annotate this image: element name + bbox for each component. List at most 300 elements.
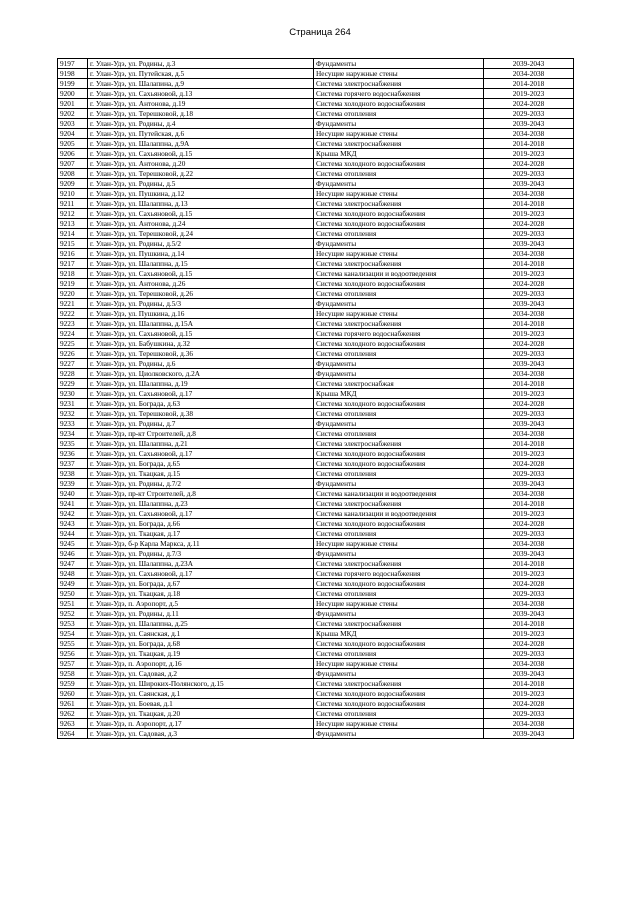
work-type-cell: Фундаменты: [314, 239, 484, 249]
table-row: [58, 429, 574, 439]
row-number: 9261: [58, 699, 88, 709]
table-row: [58, 719, 574, 729]
table-row: [58, 59, 574, 69]
table-row: [58, 679, 574, 689]
work-type-cell: Система холодного водоснабжения: [314, 699, 484, 709]
work-type-cell: Система электроснабжения: [314, 619, 484, 629]
table-row: [58, 149, 574, 159]
address-cell: г. Улан-Удэ, ул. Терешковой, д.22: [88, 169, 314, 179]
work-type-cell: Фундаменты: [314, 369, 484, 379]
period-cell: 2039-2043: [484, 359, 574, 369]
address-cell: г. Улан-Удэ, ул. Родины, д.6: [88, 359, 314, 369]
address-cell: г. Улан-Удэ, ул. Сахьяновой, д.15: [88, 269, 314, 279]
row-number: 9260: [58, 689, 88, 699]
table-row: [58, 669, 574, 679]
table-row: [58, 689, 574, 699]
period-cell: 2024-2028: [484, 579, 574, 589]
table-row: [58, 319, 574, 329]
period-cell: 2039-2043: [484, 179, 574, 189]
row-number: 9248: [58, 569, 88, 579]
row-number: 9197: [58, 59, 88, 69]
work-type-cell: Система отопления: [314, 169, 484, 179]
table-row: [58, 509, 574, 519]
address-cell: г. Улан-Удэ, ул. Родины, д.7/3: [88, 549, 314, 559]
table-row: [58, 349, 574, 359]
address-cell: г. Улан-Удэ, ул. Широких-Полянского, д.15: [88, 679, 314, 689]
address-cell: г. Улан-Удэ, ул. Саянская, д.1: [88, 629, 314, 639]
table-row: [58, 279, 574, 289]
period-cell: 2024-2028: [484, 99, 574, 109]
row-number: 9233: [58, 419, 88, 429]
page-title: Страница 264: [289, 27, 351, 38]
period-cell: 2039-2043: [484, 239, 574, 249]
table-row: [58, 469, 574, 479]
row-number: 9245: [58, 539, 88, 549]
table-row: [58, 379, 574, 389]
table-row: [58, 339, 574, 349]
address-cell: г. Улан-Удэ, ул. Сахьяновой, д.17: [88, 449, 314, 459]
row-number: 9201: [58, 99, 88, 109]
work-type-cell: Система электроснабжения: [314, 319, 484, 329]
address-cell: г. Улан-Удэ, ул. Ткацкая, д.20: [88, 709, 314, 719]
work-type-cell: Несущие наружные стены: [314, 189, 484, 199]
address-cell: г. Улан-Удэ, ул. Шалаппна, д.21: [88, 439, 314, 449]
address-cell: г. Улан-Удэ, ул. Циолковского, д.2А: [88, 369, 314, 379]
row-number: 9258: [58, 669, 88, 679]
address-cell: г. Улан-Удэ, ул. Шалаппна, д.9А: [88, 139, 314, 149]
row-number: 9256: [58, 649, 88, 659]
row-number: 9221: [58, 299, 88, 309]
row-number: 9208: [58, 169, 88, 179]
work-type-cell: Система электроснабжения: [314, 439, 484, 449]
period-cell: 2039-2043: [484, 549, 574, 559]
row-number: 9213: [58, 219, 88, 229]
address-cell: г. Улан-Удэ, ул. Путейская, д.6: [88, 129, 314, 139]
period-cell: 2019-2023: [484, 449, 574, 459]
address-cell: г. Улан-Удэ, ул. Ткацкая, д.15: [88, 469, 314, 479]
table-row: [58, 399, 574, 409]
work-type-cell: Система холодного водоснабжения: [314, 449, 484, 459]
table-row: [58, 209, 574, 219]
table-row: [58, 69, 574, 79]
period-cell: 2019-2023: [484, 569, 574, 579]
address-cell: г. Улан-Удэ, ул. Терешковой, д.38: [88, 409, 314, 419]
work-type-cell: Система холодного водоснабжения: [314, 689, 484, 699]
row-number: 9219: [58, 279, 88, 289]
period-cell: 2024-2028: [484, 519, 574, 529]
table-row: [58, 259, 574, 269]
work-type-cell: Крыша МКД: [314, 629, 484, 639]
table-row: [58, 599, 574, 609]
work-type-cell: Фундаменты: [314, 419, 484, 429]
work-type-cell: Фундаменты: [314, 299, 484, 309]
period-cell: 2019-2023: [484, 149, 574, 159]
address-cell: г. Улан-Удэ, ул. Ткацкая, д.18: [88, 589, 314, 599]
period-cell: 2039-2043: [484, 59, 574, 69]
work-type-cell: Несущие наружные стены: [314, 719, 484, 729]
period-cell: 2024-2028: [484, 339, 574, 349]
address-cell: г. Улан-Удэ, ул. Родины, д.7: [88, 419, 314, 429]
row-number: 9225: [58, 339, 88, 349]
work-type-cell: Система холодного водоснабжения: [314, 519, 484, 529]
work-type-cell: Система электроснабжая: [314, 379, 484, 389]
work-type-cell: Несущие наружные стены: [314, 599, 484, 609]
table-row: [58, 629, 574, 639]
row-number: 9249: [58, 579, 88, 589]
table-row: [58, 189, 574, 199]
address-cell: г. Улан-Удэ, ул. Антонова, д.26: [88, 279, 314, 289]
row-number: 9264: [58, 729, 88, 739]
table-row: [58, 519, 574, 529]
table-row: [58, 409, 574, 419]
row-number: 9257: [58, 659, 88, 669]
row-number: 9211: [58, 199, 88, 209]
address-cell: г. Улан-Удэ, ул. Терешковой, д.36: [88, 349, 314, 359]
row-number: 9228: [58, 369, 88, 379]
row-number: 9214: [58, 229, 88, 239]
work-type-cell: Система электроснабжения: [314, 199, 484, 209]
period-cell: 2034-2038: [484, 189, 574, 199]
table-row: [58, 549, 574, 559]
row-number: 9216: [58, 249, 88, 259]
row-number: 9251: [58, 599, 88, 609]
address-cell: г. Улан-Удэ, п. Аэропорт, д.16: [88, 659, 314, 669]
work-type-cell: Система отопления: [314, 229, 484, 239]
period-cell: 2039-2043: [484, 669, 574, 679]
row-number: 9212: [58, 209, 88, 219]
table-row: [58, 659, 574, 669]
row-number: 9204: [58, 129, 88, 139]
table-row: [58, 369, 574, 379]
address-cell: г. Улан-Удэ, ул. Родины, д.5: [88, 179, 314, 189]
period-cell: 2014-2018: [484, 439, 574, 449]
period-cell: 2039-2043: [484, 299, 574, 309]
period-cell: 2029-2033: [484, 589, 574, 599]
table-row: [58, 239, 574, 249]
row-number: 9223: [58, 319, 88, 329]
work-type-cell: Система электроснабжения: [314, 259, 484, 269]
period-cell: 2034-2038: [484, 249, 574, 259]
work-type-cell: Система электроснабжения: [314, 79, 484, 89]
address-cell: г. Улан-Удэ, ул. Боевая, д.1: [88, 699, 314, 709]
row-number: 9220: [58, 289, 88, 299]
row-number: 9255: [58, 639, 88, 649]
address-cell: г. Улан-Удэ, ул. Сахьяновой, д.13: [88, 89, 314, 99]
period-cell: 2034-2038: [484, 599, 574, 609]
work-type-cell: Система холодного водоснабжения: [314, 639, 484, 649]
table-row: [58, 699, 574, 709]
row-number: 9259: [58, 679, 88, 689]
address-cell: г. Улан-Удэ, ул. Путейская, д.5: [88, 69, 314, 79]
table-row: [58, 329, 574, 339]
row-number: 9230: [58, 389, 88, 399]
row-number: 9262: [58, 709, 88, 719]
row-number: 9199: [58, 79, 88, 89]
period-cell: 2019-2023: [484, 389, 574, 399]
work-type-cell: Фундаменты: [314, 119, 484, 129]
period-cell: 2014-2018: [484, 319, 574, 329]
work-type-cell: Система холодного водоснабжения: [314, 459, 484, 469]
row-number: 9254: [58, 629, 88, 639]
row-number: 9252: [58, 609, 88, 619]
address-cell: г. Улан-Удэ, ул. Бабушкина, д.32: [88, 339, 314, 349]
period-cell: 2029-2033: [484, 109, 574, 119]
row-number: 9263: [58, 719, 88, 729]
table-row: [58, 169, 574, 179]
table-row: [58, 139, 574, 149]
row-number: 9246: [58, 549, 88, 559]
period-cell: 2019-2023: [484, 689, 574, 699]
table-row: [58, 109, 574, 119]
work-type-cell: Система холодного водоснабжения: [314, 219, 484, 229]
address-cell: г. Улан-Удэ, ул. Сахьяновой, д.15: [88, 329, 314, 339]
row-number: 9239: [58, 479, 88, 489]
row-number: 9226: [58, 349, 88, 359]
period-cell: 2034-2038: [484, 369, 574, 379]
period-cell: 2034-2038: [484, 659, 574, 669]
period-cell: 2014-2018: [484, 379, 574, 389]
work-type-cell: Крыша МКД: [314, 149, 484, 159]
period-cell: 2029-2033: [484, 709, 574, 719]
address-cell: г. Улан-Удэ, ул. Родины, д.5/3: [88, 299, 314, 309]
table-row: [58, 419, 574, 429]
address-cell: г. Улан-Удэ, б-р Карла Маркса, д.11: [88, 539, 314, 549]
address-cell: г. Улан-Удэ, ул. Пушкина, д.14: [88, 249, 314, 259]
work-type-cell: Фундаменты: [314, 609, 484, 619]
period-cell: 2029-2033: [484, 289, 574, 299]
address-cell: г. Улан-Удэ, ул. Антонова, д.24: [88, 219, 314, 229]
work-type-cell: Система отопления: [314, 429, 484, 439]
address-cell: г. Улан-Удэ, ул. Сахьяновой, д.17: [88, 509, 314, 519]
row-number: 9207: [58, 159, 88, 169]
row-number: 9209: [58, 179, 88, 189]
period-cell: 2024-2028: [484, 399, 574, 409]
address-cell: г. Улан-Удэ, ул. Ткацкая, д.19: [88, 649, 314, 659]
work-type-cell: Несущие наружные стены: [314, 659, 484, 669]
work-type-cell: Фундаменты: [314, 729, 484, 739]
row-number: 9198: [58, 69, 88, 79]
table-row: [58, 639, 574, 649]
row-number: 9203: [58, 119, 88, 129]
row-number: 9215: [58, 239, 88, 249]
table-row: [58, 119, 574, 129]
table-row: [58, 89, 574, 99]
table-row: [58, 359, 574, 369]
row-number: 9218: [58, 269, 88, 279]
address-cell: г. Улан-Удэ, ул. Садовая, д.2: [88, 669, 314, 679]
address-cell: г. Улан-Удэ, ул. Бограда, д.68: [88, 639, 314, 649]
work-type-cell: Система канализации и водоотведения: [314, 509, 484, 519]
period-cell: 2024-2028: [484, 639, 574, 649]
row-number: 9241: [58, 499, 88, 509]
period-cell: 2019-2023: [484, 509, 574, 519]
address-cell: г. Улан-Удэ, пр-кт Строителей, д.8: [88, 429, 314, 439]
work-type-cell: Несущие наружные стены: [314, 129, 484, 139]
table-row: [58, 449, 574, 459]
work-type-cell: Система отопления: [314, 529, 484, 539]
period-cell: 2034-2038: [484, 719, 574, 729]
work-type-cell: Система отопления: [314, 589, 484, 599]
row-number: 9224: [58, 329, 88, 339]
work-type-cell: Фундаменты: [314, 479, 484, 489]
register-table: [57, 58, 574, 739]
work-type-cell: Система отопления: [314, 469, 484, 479]
table-row: [58, 309, 574, 319]
address-cell: г. Улан-Удэ, ул. Шалаппна, д.25: [88, 619, 314, 629]
row-number: 9222: [58, 309, 88, 319]
address-cell: г. Улан-Удэ, ул. Саянская, д.1: [88, 689, 314, 699]
address-cell: г. Улан-Удэ, ул. Родины, д.5/2: [88, 239, 314, 249]
table-row: [58, 459, 574, 469]
period-cell: 2024-2028: [484, 159, 574, 169]
work-type-cell: Фундаменты: [314, 179, 484, 189]
work-type-cell: Фундаменты: [314, 359, 484, 369]
work-type-cell: Система горячего водоснабжения: [314, 329, 484, 339]
work-type-cell: Система электроснабжения: [314, 679, 484, 689]
period-cell: 2029-2033: [484, 229, 574, 239]
period-cell: 2019-2023: [484, 629, 574, 639]
table-row: [58, 619, 574, 629]
address-cell: г. Улан-Удэ, ул. Ткацкая, д.17: [88, 529, 314, 539]
table-row: [58, 229, 574, 239]
work-type-cell: Система канализации и водоотведения: [314, 489, 484, 499]
address-cell: г. Улан-Удэ, ул. Шалаппна, д.13: [88, 199, 314, 209]
period-cell: 2014-2018: [484, 679, 574, 689]
address-cell: г. Улан-Удэ, ул. Шалаппна, д.23: [88, 499, 314, 509]
row-number: 9240: [58, 489, 88, 499]
address-cell: г. Улан-Удэ, ул. Шалаппна, д.15А: [88, 319, 314, 329]
period-cell: 2034-2038: [484, 489, 574, 499]
address-cell: г. Улан-Удэ, пр-кт Строителей, д.8: [88, 489, 314, 499]
row-number: 9202: [58, 109, 88, 119]
address-cell: г. Улан-Удэ, ул. Пушкина, д.12: [88, 189, 314, 199]
period-cell: 2014-2018: [484, 559, 574, 569]
address-cell: г. Улан-Удэ, ул. Сахьяновой, д.15: [88, 209, 314, 219]
work-type-cell: Система холодного водоснабжения: [314, 579, 484, 589]
address-cell: г. Улан-Удэ, ул. Бограда, д.67: [88, 579, 314, 589]
table-row: [58, 99, 574, 109]
table-row: [58, 529, 574, 539]
period-cell: 2024-2028: [484, 279, 574, 289]
row-number: 9231: [58, 399, 88, 409]
work-type-cell: Система холодного водоснабжения: [314, 159, 484, 169]
work-type-cell: Система горячего водоснабжения: [314, 89, 484, 99]
address-cell: г. Улан-Удэ, ул. Шалапина, д.9: [88, 79, 314, 89]
work-type-cell: Система отопления: [314, 349, 484, 359]
table-row: [58, 479, 574, 489]
period-cell: 2029-2033: [484, 169, 574, 179]
table-row: [58, 709, 574, 719]
work-type-cell: Фундаменты: [314, 549, 484, 559]
work-type-cell: Несущие наружные стены: [314, 309, 484, 319]
table-row: [58, 499, 574, 509]
work-type-cell: Система отопления: [314, 109, 484, 119]
work-type-cell: Система холодного водоснабжения: [314, 99, 484, 109]
address-cell: г. Улан-Удэ, ул. Сахьяновой, д.17: [88, 569, 314, 579]
address-cell: г. Улан-Удэ, ул. Терешковой, д.18: [88, 109, 314, 119]
table-row: [58, 589, 574, 599]
address-cell: г. Улан-Удэ, ул. Шалаппна, д.15: [88, 259, 314, 269]
period-cell: 2029-2033: [484, 649, 574, 659]
row-number: 9253: [58, 619, 88, 629]
work-type-cell: Система горячего водоснабжения: [314, 569, 484, 579]
work-type-cell: Система электроснабжения: [314, 139, 484, 149]
period-cell: 2014-2018: [484, 79, 574, 89]
row-number: 9247: [58, 559, 88, 569]
work-type-cell: Фундаменты: [314, 59, 484, 69]
address-cell: г. Улан-Удэ, ул. Терешковой, д.26: [88, 289, 314, 299]
table-row: [58, 559, 574, 569]
row-number: 9250: [58, 589, 88, 599]
address-cell: г. Улан-Удэ, п. Аэропорт, д.17: [88, 719, 314, 729]
address-cell: г. Улан-Удэ, ул. Сахьяновой, д.17: [88, 389, 314, 399]
period-cell: 2024-2028: [484, 219, 574, 229]
period-cell: 2024-2028: [484, 459, 574, 469]
period-cell: 2019-2023: [484, 329, 574, 339]
work-type-cell: Система электроснабжения: [314, 499, 484, 509]
work-type-cell: Система отопления: [314, 409, 484, 419]
period-cell: 2014-2018: [484, 199, 574, 209]
period-cell: 2034-2038: [484, 429, 574, 439]
address-cell: г. Улан-Удэ, ул. Родины, д.3: [88, 59, 314, 69]
table-row: [58, 179, 574, 189]
work-type-cell: Система холодного водоснабжения: [314, 279, 484, 289]
table-row: [58, 609, 574, 619]
period-cell: 2034-2038: [484, 539, 574, 549]
period-cell: 2034-2038: [484, 309, 574, 319]
row-number: 9217: [58, 259, 88, 269]
work-type-cell: Несущие наружные стены: [314, 69, 484, 79]
work-type-cell: Система электроснабжения: [314, 559, 484, 569]
period-cell: 2024-2028: [484, 699, 574, 709]
period-cell: 2019-2023: [484, 89, 574, 99]
table-row: [58, 79, 574, 89]
row-number: 9206: [58, 149, 88, 159]
address-cell: г. Улан-Удэ, ул. Терешковой, д.24: [88, 229, 314, 239]
work-type-cell: Крыша МКД: [314, 389, 484, 399]
period-cell: 2014-2018: [484, 499, 574, 509]
table-row: [58, 249, 574, 259]
period-cell: 2014-2018: [484, 259, 574, 269]
table-row: [58, 129, 574, 139]
row-number: 9200: [58, 89, 88, 99]
period-cell: 2034-2038: [484, 129, 574, 139]
work-type-cell: Несущие наружные стены: [314, 249, 484, 259]
row-number: 9227: [58, 359, 88, 369]
work-type-cell: Фундаменты: [314, 669, 484, 679]
work-type-cell: Система отопления: [314, 709, 484, 719]
table-row: [58, 489, 574, 499]
period-cell: 2029-2033: [484, 529, 574, 539]
work-type-cell: Система холодного водоснабжения: [314, 209, 484, 219]
address-cell: г. Улан-Удэ, ул. Родины, д.7/2: [88, 479, 314, 489]
address-cell: г. Улан-Удэ, ул. Родины, д.4: [88, 119, 314, 129]
table-row: [58, 159, 574, 169]
period-cell: 2029-2033: [484, 349, 574, 359]
table-row: [58, 299, 574, 309]
period-cell: 2039-2043: [484, 609, 574, 619]
row-number: 9242: [58, 509, 88, 519]
table-row: [58, 269, 574, 279]
row-number: 9237: [58, 459, 88, 469]
table-row: [58, 439, 574, 449]
table-row: [58, 389, 574, 399]
period-cell: 2029-2033: [484, 469, 574, 479]
address-cell: г. Улан-Удэ, ул. Антонова, д.19: [88, 99, 314, 109]
row-number: 9235: [58, 439, 88, 449]
table-row: [58, 539, 574, 549]
period-cell: 2039-2043: [484, 119, 574, 129]
